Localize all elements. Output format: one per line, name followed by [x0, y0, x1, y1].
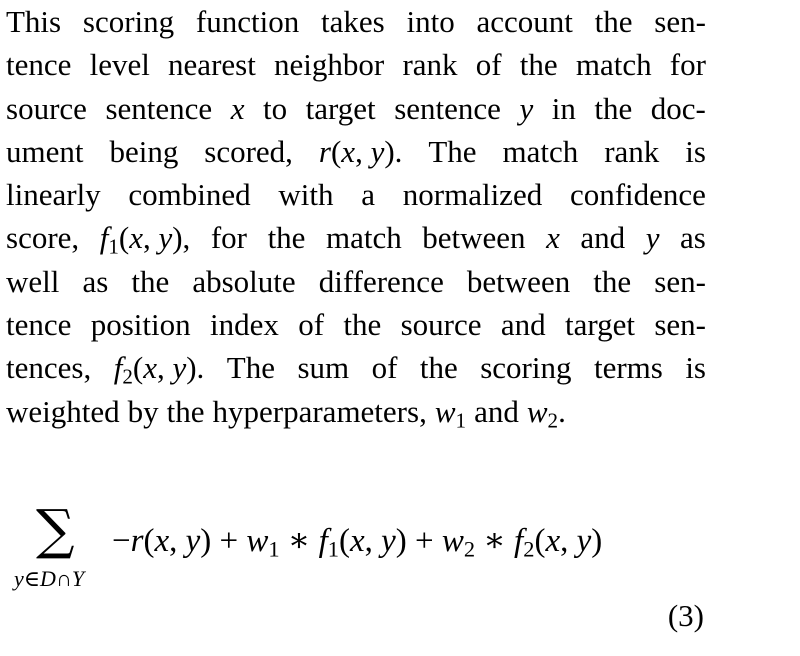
word: tence [6, 307, 72, 343]
paragraph-line [6, 43, 706, 86]
paragraph-line [6, 0, 706, 43]
word: a [361, 177, 376, 213]
word: and [500, 307, 546, 343]
word: well [6, 263, 60, 299]
word: the [131, 263, 170, 299]
word: The [226, 350, 275, 386]
paragraph-line [6, 130, 706, 173]
word: sentence [105, 90, 213, 126]
word: the [343, 307, 382, 343]
word: y [645, 220, 660, 256]
paragraph [6, 0, 706, 433]
word: combined [128, 177, 251, 213]
word: weighted [6, 393, 120, 429]
word: ument [6, 133, 84, 169]
equation-body: −r(x, $y) + w_1$ ∗ $f_1(x$, $y) + w_2$ ∗ $f_2(x$, y) [112, 523, 603, 562]
word: the [267, 220, 306, 256]
paragraph-line [6, 303, 706, 346]
word: y [519, 90, 534, 126]
word: the [519, 47, 558, 83]
word: in [551, 90, 576, 126]
word: match [502, 133, 579, 169]
word: scored, [204, 133, 293, 169]
word: as [82, 263, 109, 299]
word: level [89, 47, 150, 83]
equation [0, 500, 800, 610]
paragraph-line [6, 173, 706, 216]
word: linearly [6, 177, 101, 213]
word: for [210, 220, 248, 256]
word: takes [321, 4, 385, 39]
word: normalized [402, 177, 543, 213]
word: x [546, 220, 560, 256]
word: the [594, 4, 633, 39]
word: hyperparameters, [212, 393, 427, 429]
word: of [371, 350, 398, 386]
paragraph-line [6, 87, 706, 130]
summation-symbol: ∑ [36, 498, 75, 561]
word: r(x, y). [318, 133, 403, 169]
word: target [564, 307, 635, 343]
word: $f_2(x$, y). [113, 350, 205, 389]
word: scoring [82, 4, 175, 39]
word: for [669, 47, 706, 83]
paragraph-line [6, 390, 706, 433]
word: rank [402, 47, 458, 83]
word: neighbor [274, 47, 385, 83]
word: tence [6, 47, 72, 83]
word: and [580, 220, 626, 256]
word: terms [593, 350, 663, 386]
summation-subscript: y∈D∩Y [14, 566, 85, 591]
word: sum [297, 350, 350, 386]
word: score, [6, 220, 80, 256]
word: the [419, 350, 458, 386]
word: source [6, 90, 87, 126]
word: difference [318, 263, 444, 299]
word: into [406, 4, 455, 39]
equation-number: (3) [667, 598, 704, 633]
word: the [593, 263, 632, 299]
word: with [278, 177, 334, 213]
word: source [400, 307, 482, 343]
word: This [6, 4, 62, 39]
word: absolute [192, 263, 296, 299]
word: scoring [480, 350, 572, 386]
word: match [325, 220, 402, 256]
word: being [109, 133, 179, 169]
paragraph-line [6, 260, 706, 303]
word: and [474, 393, 519, 429]
word: The [428, 133, 477, 169]
word: sentence [394, 90, 501, 126]
word: by [127, 393, 159, 429]
word: doc- [650, 90, 706, 126]
word: between [466, 263, 571, 299]
word: $f_1(x$, y), [99, 220, 191, 259]
word: $w_2$. [526, 393, 566, 432]
word: confidence [569, 177, 706, 213]
word: function [195, 4, 300, 39]
word: rank [604, 133, 660, 169]
paragraph-line [6, 346, 706, 389]
word: position [90, 307, 191, 343]
word: of [298, 307, 325, 343]
word: match [575, 47, 652, 83]
word: is [685, 133, 706, 169]
word: target [305, 90, 376, 126]
word: the [594, 90, 633, 126]
word: as [680, 220, 706, 256]
word: between [422, 220, 526, 256]
word: sen- [654, 4, 706, 39]
word: x [230, 90, 245, 126]
word: nearest [168, 47, 256, 83]
word: sen- [654, 307, 706, 343]
word: sen- [654, 263, 706, 299]
word: tences, [6, 350, 92, 386]
word: the [166, 393, 205, 429]
word: to [262, 90, 288, 126]
word: account [476, 4, 573, 39]
word: index [209, 307, 279, 343]
word: of [475, 47, 502, 83]
word: is [685, 350, 706, 386]
word: $w_1$ [434, 393, 467, 432]
paragraph-line [6, 216, 706, 259]
